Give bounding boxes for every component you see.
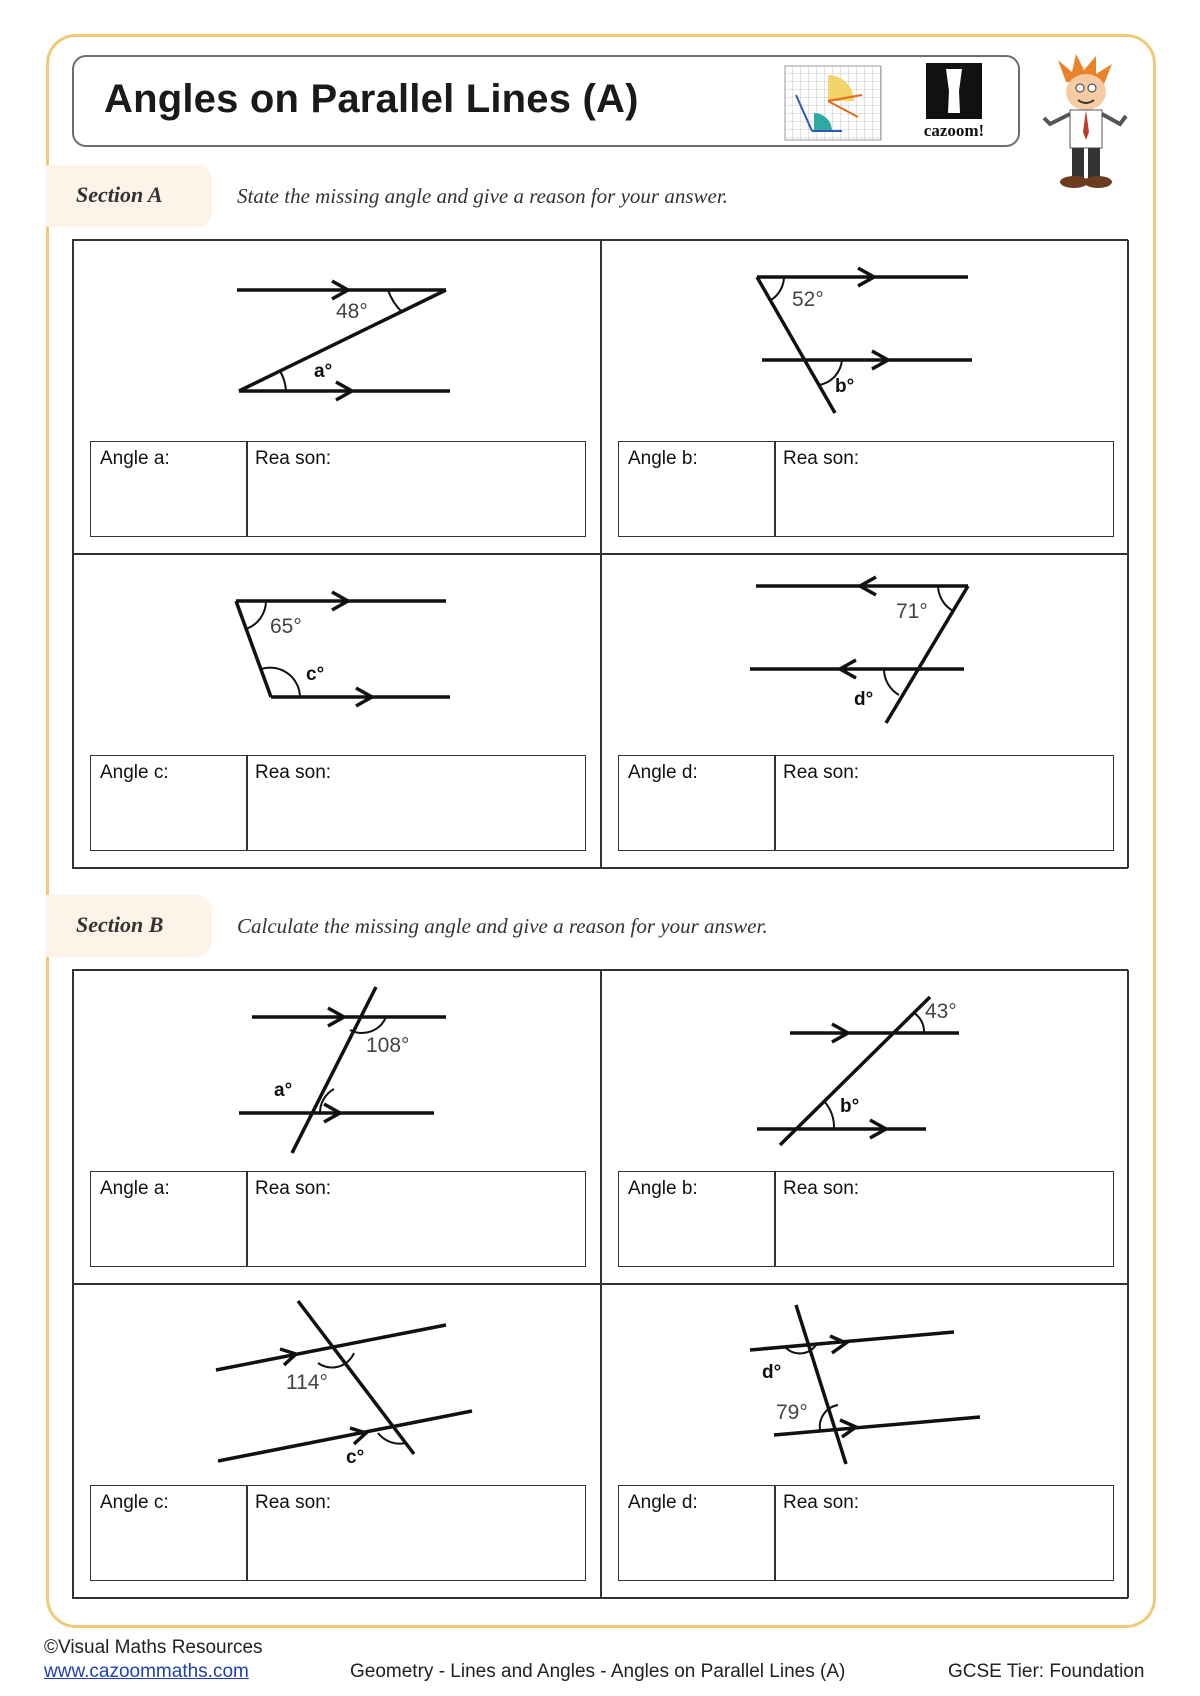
unknown-angle: a° xyxy=(314,361,333,382)
section-b-label: Section B xyxy=(76,912,164,937)
section-b-instruction: Calculate the missing angle and give a reason for your answer. xyxy=(237,914,768,938)
unknown-angle: a° xyxy=(274,1080,293,1101)
answer-box[interactable] xyxy=(90,755,586,851)
section-b-tab xyxy=(46,895,212,957)
reason-label: Rea son: xyxy=(783,1178,860,1199)
reason-label: Rea son: xyxy=(783,1492,860,1513)
parallel-lines-diagram xyxy=(602,971,1130,1171)
given-angle: 79° xyxy=(776,1401,808,1424)
parallel-lines-diagram xyxy=(74,555,602,755)
given-angle: 65° xyxy=(270,615,302,638)
cartoon-mascot-icon xyxy=(1036,52,1132,190)
reason-label: Rea son: xyxy=(783,762,860,783)
unknown-angle: d° xyxy=(854,689,874,710)
reason-label: Rea son: xyxy=(255,448,332,469)
given-angle: 114° xyxy=(286,1371,328,1394)
given-angle: 43° xyxy=(925,1000,957,1023)
answer-box[interactable] xyxy=(90,1485,586,1581)
website-link[interactable]: www.cazoommaths.com xyxy=(44,1661,249,1682)
unknown-angle: c° xyxy=(346,1447,365,1468)
given-angle: 52° xyxy=(792,288,824,311)
parallel-lines-diagram xyxy=(74,971,602,1171)
logo-icon xyxy=(904,61,1004,121)
question-cell xyxy=(601,970,1129,1284)
cazoom-logo xyxy=(904,61,1004,143)
given-angle: 108° xyxy=(366,1034,410,1057)
parallel-lines-diagram xyxy=(74,241,602,441)
page-title: Angles on Parallel Lines (A) xyxy=(104,77,639,121)
question-cell xyxy=(73,1284,601,1598)
footer-credit xyxy=(44,1636,263,1684)
reason-label: Rea son: xyxy=(255,762,332,783)
answer-box[interactable] xyxy=(618,1171,1114,1267)
section-a-label: Section A xyxy=(76,182,163,207)
answer-label: Angle c: xyxy=(100,762,169,783)
question-cell xyxy=(601,554,1129,868)
unknown-angle: b° xyxy=(835,376,855,397)
footer-topic: Geometry - Lines and Angles - Angles on Parallel Lines (A) xyxy=(350,1661,846,1682)
title-box xyxy=(72,55,1020,147)
unknown-angle: c° xyxy=(306,664,325,685)
section-a-grid xyxy=(72,239,1128,869)
parallel-lines-diagram xyxy=(602,555,1130,755)
question-cell xyxy=(601,240,1129,554)
parallel-lines-diagram xyxy=(74,1285,602,1485)
reason-label: Rea son: xyxy=(783,448,860,469)
answer-label: Angle b: xyxy=(628,1178,698,1199)
section-a-tab xyxy=(46,165,212,227)
question-cell xyxy=(73,970,601,1284)
answer-box[interactable] xyxy=(90,441,586,537)
question-cell xyxy=(73,240,601,554)
unknown-angle: d° xyxy=(762,1362,782,1383)
parallel-lines-diagram xyxy=(602,241,1130,441)
answer-box[interactable] xyxy=(618,441,1114,537)
answer-label: Angle d: xyxy=(628,1492,698,1513)
answer-label: Angle b: xyxy=(628,448,698,469)
answer-label: Angle a: xyxy=(100,448,170,469)
reason-label: Rea son: xyxy=(255,1492,332,1513)
answer-label: Angle d: xyxy=(628,762,698,783)
given-angle: 71° xyxy=(896,600,928,623)
reason-label: Rea son: xyxy=(255,1178,332,1199)
answer-label: Angle a: xyxy=(100,1178,170,1199)
answer-label: Angle c: xyxy=(100,1492,169,1513)
footer-tier: GCSE Tier: Foundation xyxy=(948,1661,1145,1682)
question-cell xyxy=(601,1284,1129,1598)
section-b-grid xyxy=(72,969,1128,1599)
question-cell xyxy=(73,554,601,868)
section-a-instruction: State the missing angle and give a reason for your answer. xyxy=(237,184,728,208)
copyright-text: ©Visual Maths Resources xyxy=(44,1637,263,1658)
protractor-grid-graphic xyxy=(784,65,882,141)
parallel-lines-diagram xyxy=(602,1285,1130,1485)
unknown-angle: b° xyxy=(840,1096,860,1117)
answer-box[interactable] xyxy=(618,1485,1114,1581)
answer-box[interactable] xyxy=(90,1171,586,1267)
logo-text: cazoom! xyxy=(923,121,985,140)
given-angle: 48° xyxy=(336,300,368,323)
answer-box[interactable] xyxy=(618,755,1114,851)
